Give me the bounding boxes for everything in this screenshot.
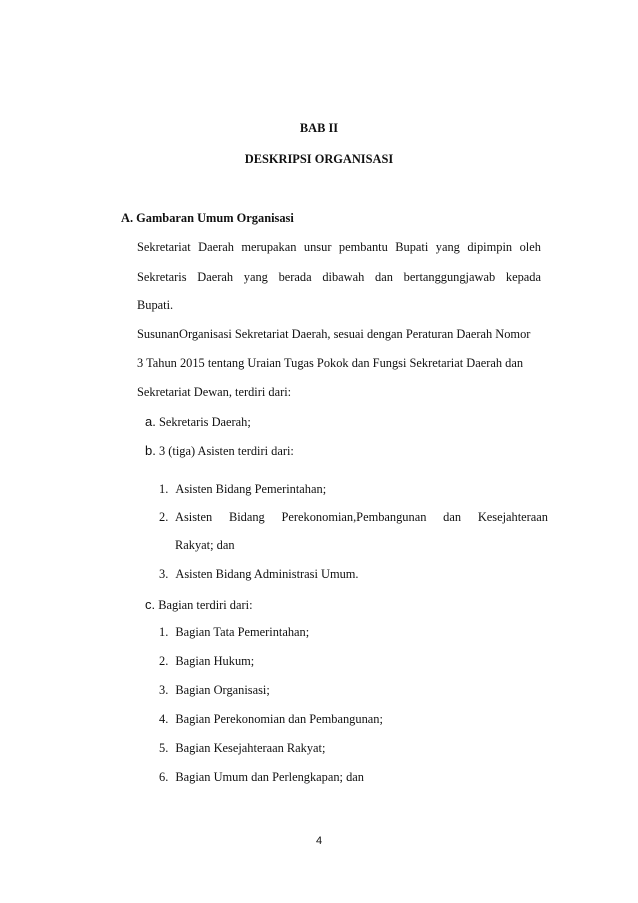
word: berada bbox=[278, 270, 312, 284]
list-marker-a: a. bbox=[145, 414, 156, 429]
sub-list-number: 4. bbox=[159, 712, 169, 726]
sub-list-number: 1. bbox=[159, 482, 169, 496]
word: Sekretaris bbox=[137, 270, 187, 284]
section-heading-text: Gambaran Umum Organisasi bbox=[136, 211, 294, 225]
sub-list-text: Bagian Tata Pemerintahan; bbox=[175, 625, 310, 639]
word: Sekretariat bbox=[137, 240, 191, 254]
list-marker-b: b. bbox=[145, 443, 156, 458]
sub-list-text: Asisten Bidang Pemerintahan; bbox=[175, 482, 327, 496]
list-item-a bbox=[145, 414, 251, 430]
word: Asisten bbox=[175, 510, 213, 524]
sub-list-continuation: Rakyat; dan bbox=[175, 538, 235, 552]
word: yang bbox=[435, 240, 460, 254]
sub-list-item bbox=[159, 510, 548, 525]
word: Bupati bbox=[395, 240, 429, 254]
word: Bidang bbox=[228, 510, 265, 524]
word: dan bbox=[375, 270, 393, 284]
word: Perekonomian,Pembangunan bbox=[281, 510, 427, 524]
sub-list-item bbox=[159, 567, 359, 582]
word: bertanggungjawab bbox=[403, 270, 496, 284]
para1-line3: Bupati. bbox=[137, 298, 174, 312]
sub-list-item bbox=[159, 770, 364, 785]
word: Daerah bbox=[198, 240, 234, 254]
sub-list-text: Asisten Bidang Administrasi Umum. bbox=[175, 567, 359, 581]
para2-line2: 3 Tahun 2015 tentang Uraian Tugas Pokok dan Fungsi Sekretariat Daerah dan bbox=[137, 356, 524, 370]
sub-list-item bbox=[159, 712, 383, 727]
list-item-b bbox=[145, 443, 294, 459]
para2-line1: SusunanOrganisasi Sekretariat Daerah, sesuai dengan Peraturan Daerah Nomor bbox=[137, 327, 531, 341]
para1-line1 bbox=[137, 240, 541, 255]
word: Daerah bbox=[197, 270, 234, 284]
sub-list-number: 3. bbox=[159, 683, 169, 697]
sub-list-item bbox=[159, 741, 325, 756]
sub-list-item bbox=[159, 683, 270, 698]
sub-list-number: 6. bbox=[159, 770, 169, 784]
sub-list-text: Bagian Kesejahteraan Rakyat; bbox=[175, 741, 326, 755]
word: pembantu bbox=[338, 240, 388, 254]
section-marker: A. bbox=[121, 211, 134, 225]
sub-list-item bbox=[159, 625, 309, 640]
sub-list-number: 5. bbox=[159, 741, 169, 755]
list-item-b-text: 3 (tiga) Asisten terdiri dari: bbox=[158, 444, 294, 458]
sub-list-number: 2. bbox=[159, 510, 169, 524]
word: yang bbox=[243, 270, 268, 284]
sub-list-item bbox=[159, 654, 254, 669]
para2-line3: Sekretariat Dewan, terdiri dari: bbox=[137, 385, 292, 399]
word: oleh bbox=[519, 240, 541, 254]
sub-list-number: 2. bbox=[159, 654, 169, 668]
list-marker-c: c. bbox=[145, 597, 156, 612]
sub-list-text: Bagian Organisasi; bbox=[175, 683, 270, 697]
word: dan bbox=[443, 510, 462, 524]
chapter-subtitle: DESKRIPSI ORGANISASI bbox=[244, 152, 394, 166]
sub-list-item bbox=[159, 482, 326, 497]
para1-line2 bbox=[137, 270, 541, 285]
section-heading bbox=[121, 211, 294, 226]
list-item-c bbox=[145, 597, 253, 613]
sub-list-number: 1. bbox=[159, 625, 169, 639]
sub-list-text bbox=[175, 510, 548, 525]
word: merupakan bbox=[241, 240, 297, 254]
word: kepada bbox=[505, 270, 541, 284]
sub-list-number: 3. bbox=[159, 567, 169, 581]
word: dibawah bbox=[322, 270, 365, 284]
sub-list-text: Bagian Hukum; bbox=[175, 654, 255, 668]
word: unsur bbox=[303, 240, 332, 254]
sub-list-text: Bagian Umum dan Perlengkapan; dan bbox=[175, 770, 364, 784]
word: Kesejahteraan bbox=[477, 510, 548, 524]
chapter-title: BAB II bbox=[299, 121, 339, 135]
word: dipimpin bbox=[467, 240, 513, 254]
list-item-c-text: Bagian terdiri dari: bbox=[158, 598, 253, 612]
page-number: 4 bbox=[315, 835, 323, 847]
list-item-a-text: Sekretaris Daerah; bbox=[158, 415, 251, 429]
sub-list-text: Bagian Perekonomian dan Pembangunan; bbox=[175, 712, 383, 726]
